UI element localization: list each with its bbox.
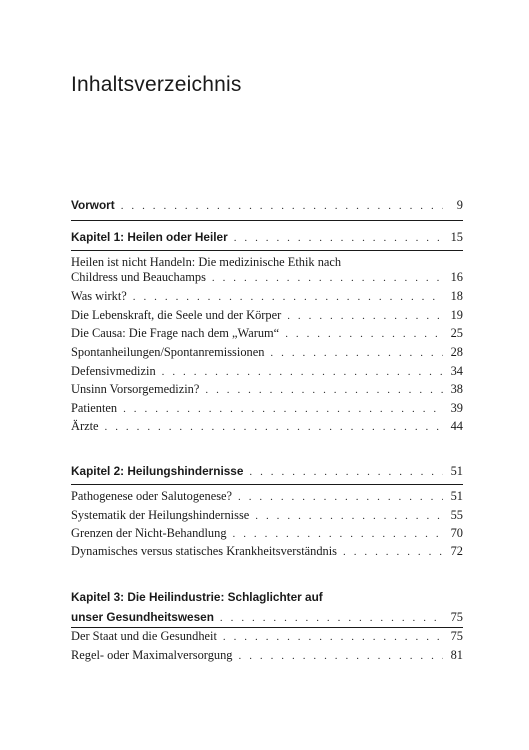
toc-entry-label: Die Lebenskraft, die Seele und der Körper [71, 308, 282, 322]
toc-entry-label: Vorwort [71, 198, 115, 212]
dot-leader [121, 199, 443, 214]
dot-leader [133, 290, 443, 305]
toc-entry[interactable] [71, 544, 463, 560]
dot-leader [220, 611, 443, 626]
dot-leader [123, 402, 443, 417]
dot-leader [249, 465, 443, 480]
page-title: Inhaltsverzeichnis [71, 73, 242, 96]
toc-entry-page: 75 [450, 629, 463, 643]
toc-entry-page: 18 [450, 289, 463, 303]
toc-entry[interactable] [71, 308, 463, 324]
toc-entry-page: 51 [450, 489, 463, 503]
dot-leader [239, 649, 444, 664]
toc-entry[interactable] [71, 508, 463, 524]
divider [71, 250, 463, 251]
toc-entry[interactable] [71, 364, 463, 380]
dot-leader [105, 420, 443, 435]
toc-entry-label-line: Heilen ist nicht Handeln: Die medizinische Ethik nach [71, 255, 342, 269]
toc-entry-label: Unsinn Vorsorgemedizin? [71, 382, 200, 396]
toc-entry-page: 39 [450, 401, 463, 415]
toc-entry-page: 9 [456, 198, 463, 212]
toc-entry-label: Kapitel 1: Heilen oder Heiler [71, 230, 228, 244]
divider [71, 484, 463, 485]
toc-entry-page: 16 [450, 270, 463, 284]
dot-leader [255, 509, 443, 524]
toc-entry[interactable] [71, 419, 463, 435]
toc-entry-page: 34 [450, 364, 463, 378]
toc-entry-label: Defensivmedizin [71, 364, 156, 378]
toc-entry-page: 72 [450, 544, 463, 558]
toc-entry-label: Ärzte [71, 419, 99, 433]
toc-entry-label: Was wirkt? [71, 289, 127, 303]
toc-entry-label: Grenzen der Nicht-Behandlung [71, 526, 227, 540]
toc-entry-label: Die Causa: Die Frage nach dem „Warum“ [71, 326, 280, 340]
dot-leader [223, 630, 443, 645]
dot-leader [285, 327, 443, 342]
toc-entry[interactable] [71, 629, 463, 645]
toc-entry-label: Dynamisches versus statisches Krankheitsverständnis [71, 544, 337, 558]
toc-entry-kapitel-3-line: Kapitel 3: Die Heilindustrie: Schlaglichter auf [71, 590, 323, 604]
toc-entry-page: 44 [450, 419, 463, 433]
toc-entry-page: 28 [450, 345, 463, 359]
dot-leader [162, 365, 443, 380]
toc-entry-kapitel-2[interactable] [71, 464, 463, 480]
dot-leader [287, 309, 443, 324]
toc-entry-label: Der Staat und die Gesundheit [71, 629, 217, 643]
toc-entry-label: Pathogenese oder Salutogenese? [71, 489, 233, 503]
toc-entry-page: 55 [450, 508, 463, 522]
divider [71, 627, 463, 628]
toc-entry-label: Regel- oder Maximalversorgung [71, 648, 233, 662]
toc-entry-page: 81 [450, 648, 463, 662]
toc-entry-label: Patienten [71, 401, 118, 415]
toc-entry-page: 25 [450, 326, 463, 340]
toc-entry-label: Spontanheilungen/Spontanremissionen [71, 345, 265, 359]
toc-entry-page: 38 [450, 382, 463, 396]
dot-leader [212, 271, 443, 286]
toc-entry[interactable] [71, 382, 463, 398]
toc-entry-label: Kapitel 2: Heilungshindernisse [71, 464, 244, 478]
dot-leader [270, 346, 443, 361]
toc-entry[interactable] [71, 345, 463, 361]
toc-entry-label: Childress und Beauchamps [71, 270, 206, 284]
dot-leader [343, 545, 443, 560]
toc-entry-kapitel-3[interactable] [71, 610, 463, 626]
toc-entry-page: 19 [450, 308, 463, 322]
divider [71, 220, 463, 221]
toc-entry-page: 51 [450, 464, 463, 478]
dot-leader [205, 383, 443, 398]
toc-entry-vorwort[interactable] [71, 198, 463, 214]
toc-entry-label: unser Gesundheitswesen [71, 610, 214, 624]
toc-entry[interactable] [71, 526, 463, 542]
toc-entry-page: 75 [450, 610, 463, 624]
toc-entry[interactable] [71, 326, 463, 342]
toc-entry[interactable] [71, 289, 463, 305]
toc-entry-page: 70 [450, 526, 463, 540]
dot-leader [234, 231, 443, 246]
toc-entry[interactable] [71, 270, 463, 286]
dot-leader [238, 490, 443, 505]
toc-entry[interactable] [71, 648, 463, 664]
dot-leader [233, 527, 443, 542]
toc-entry[interactable] [71, 401, 463, 417]
toc-entry-kapitel-1[interactable] [71, 230, 463, 246]
toc-entry[interactable] [71, 489, 463, 505]
toc-entry-label: Systematik der Heilungshindernisse [71, 508, 250, 522]
toc-entry-page: 15 [450, 230, 463, 244]
